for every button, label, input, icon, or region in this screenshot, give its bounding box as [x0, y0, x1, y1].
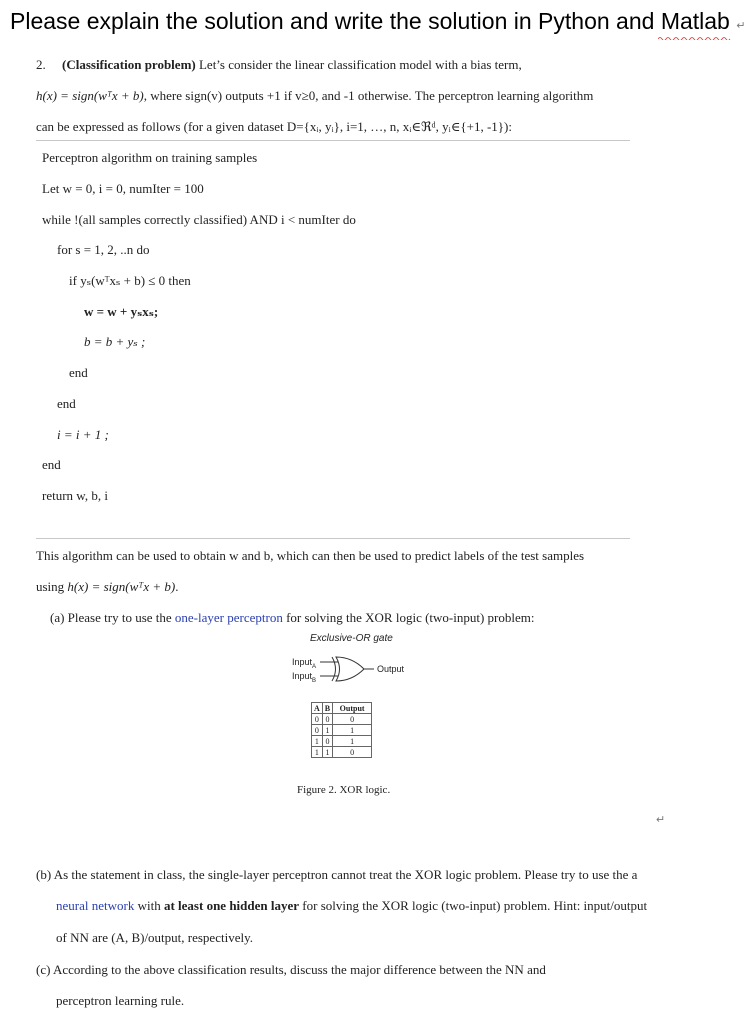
model-equation: h(x) = sign(wᵀx + b) — [36, 88, 144, 103]
part-b-line-2: neural network with at least one hidden layer for solving the XOR logic (two-input) problem. Hint: input/output — [56, 898, 648, 913]
table-row: 1 0 1 — [312, 736, 372, 747]
algorithm-line: return w, b, i — [42, 488, 108, 503]
return-mark: ↵ — [736, 20, 746, 32]
algorithm-line: Let w = 0, i = 0, numIter = 100 — [42, 181, 204, 196]
part-c-line-1: (c) According to the above classification results, discuss the major difference between the NN and — [36, 962, 546, 977]
algorithm-line: for s = 1, 2, ..n do — [57, 242, 150, 257]
problem-line-1: 2. (Classification problem) Let’s consider the linear classification model with a bias term, — [36, 57, 522, 72]
algorithm-line: b = b + yₛ ; — [84, 334, 146, 349]
after-line-2: using h(x) = sign(wᵀx + b). — [36, 579, 179, 594]
neural-network-link[interactable]: neural network — [56, 898, 135, 913]
problem-title: (Classification problem) — [62, 57, 196, 72]
page-title: Please explain the solution and write the solution in Python and Matlab ↵ — [10, 8, 746, 34]
xor-truth-table — [311, 702, 372, 758]
part-b-line-3: of NN are (A, B)/output, respectively. — [56, 930, 253, 945]
prediction-equation: h(x) = sign(wᵀx + b) — [67, 579, 176, 594]
algorithm-line: end — [69, 365, 88, 380]
algorithm-title: Perceptron algorithm on training samples — [42, 150, 258, 165]
input-b-label: Input$_B$ — [292, 671, 317, 684]
problem-line-2: h(x) = sign(wᵀx + b), where sign(v) outputs +1 if v≥0, and -1 otherwise. The perceptron learning algorithm — [36, 88, 594, 103]
output-label: Output — [377, 664, 405, 674]
table-row: 0 0 0 — [312, 714, 372, 725]
table-row: 0 1 1 — [312, 725, 372, 736]
algorithm-line: while !(all samples correctly classified) AND i < numIter do — [42, 212, 356, 227]
figure-title: Exclusive-OR gate — [310, 633, 393, 644]
problem-line-3: can be expressed as follows (for a given dataset D={xᵢ, yᵢ}, i=1, …, n, xᵢ∈ℜᵈ, yᵢ∈{+1, -1}): — [36, 119, 512, 134]
input-a-label: Input$_A$ — [292, 657, 317, 670]
part-a-text: (a) Please try to use the one-layer perceptron for solving the XOR logic (two-input) problem: — [50, 610, 535, 625]
spellcheck-underline — [658, 36, 732, 40]
table-header: Output — [333, 703, 372, 714]
return-mark: ↵ — [656, 814, 666, 826]
divider-top — [36, 140, 630, 141]
algorithm-line: end — [57, 396, 76, 411]
part-c-line-2: perceptron learning rule. — [56, 993, 185, 1008]
xor-gate-icon — [316, 654, 376, 684]
one-layer-perceptron-link[interactable]: one-layer perceptron — [174, 610, 283, 625]
table-header: B — [322, 703, 332, 714]
algorithm-line: w = w + yₛxₛ; — [84, 304, 159, 319]
algorithm-line: if yₛ(wᵀxₛ + b) ≤ 0 then — [69, 273, 191, 288]
divider-bottom — [36, 538, 630, 539]
figure-caption: Figure 2. XOR logic. — [297, 784, 391, 796]
table-header: A — [312, 703, 323, 714]
table-row: 1 1 0 — [312, 747, 372, 758]
part-b-line-1: (b) As the statement in class, the single-layer perceptron cannot treat the XOR logic problem. Please try to use the a — [36, 867, 638, 882]
algorithm-line: i = i + 1 ; — [57, 427, 109, 442]
table-header-row — [312, 703, 372, 714]
after-line-1: This algorithm can be used to obtain w and b, which can then be used to predict labels of the test samples — [36, 548, 585, 563]
algorithm-line: end — [42, 457, 61, 472]
